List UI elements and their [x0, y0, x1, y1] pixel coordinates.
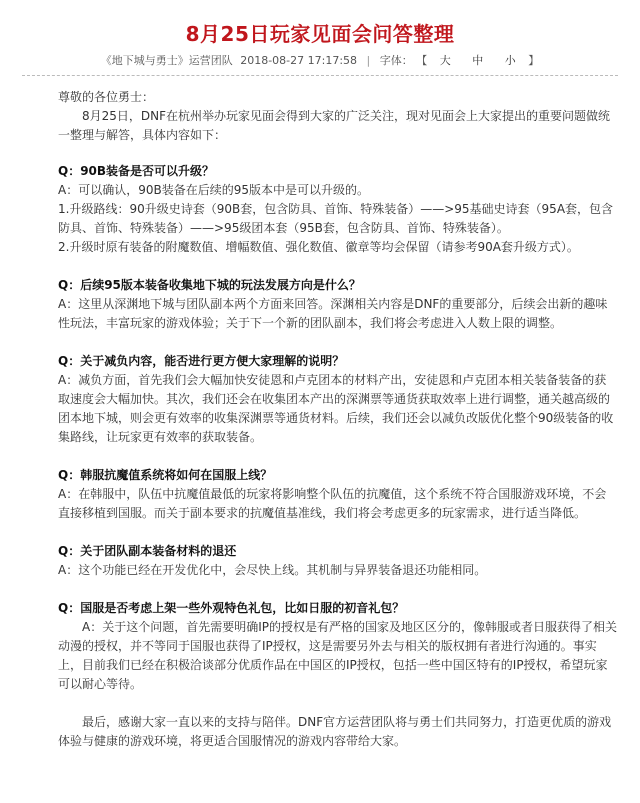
question-4: Q：韩服抗魔值系统将如何在国服上线？: [58, 468, 273, 482]
bracket-close: 】: [528, 54, 540, 67]
answer-3: A：减负方面，首先我们会大幅加快安徒恩和卢克团本的材料产出，安徒恩和卢克团本相关装备装备的获取速度会大幅加快。其次，我们还会在收集团本产出的深渊票等通货获取效率上进行调整，通关越高级的团本地下城，则会更有效率的收集深渊票等通货材料。后续，我们还会以减负改版优化整个90级装备的收集路线，让玩家更有效率的获取装备。: [58, 373, 614, 444]
answer-1-line-2: 1.升级路线：90升级史诗套（90B套，包含防具、首饰、特殊装备）——>95基础史诗套（95A套，包含防具、首饰、特殊装备）——>95级团本套（95B套，包含防具、首饰、特殊装备）。: [58, 202, 614, 235]
article-source: 《地下城与勇士》运营团队: [100, 54, 233, 67]
article-title: 8月25日玩家见面会问答整理: [185, 22, 455, 46]
intro-paragraph: 8月25日，DNF在杭州举办玩家见面会得到大家的广泛关注，现对见面会上大家提出的重要问题做统一整理与解答，具体内容如下：: [58, 109, 611, 142]
font-size-label: 字体：: [379, 54, 413, 67]
meta-separator: |: [366, 54, 371, 67]
bracket-open: 【: [416, 54, 428, 67]
question-2: Q：后续95版本装备收集地下城的玩法发展方向是什么？: [58, 278, 361, 292]
question-1: Q：90B装备是否可以升级？: [58, 164, 215, 178]
answer-5: A：这个功能已经在开发优化中，会尽快上线。其机制与异界装备退还功能相同。: [58, 563, 487, 577]
question-6: Q：国服是否考虑上架一些外观特色礼包，比如日服的初音礼包？: [58, 601, 405, 615]
answer-1-line-3: 2.升级时原有装备的附魔数值、增幅数值、强化数值、徽章等均会保留（请参考90A套升级方式）。: [58, 240, 579, 254]
answer-1-line-1: A：可以确认，90B装备在后续的95版本中是可以升级的。: [58, 183, 369, 197]
answer-4: A：在韩服中，队伍中抗魔值最低的玩家将影响整个队伍的抗魔值，这个系统不符合国服游戏环境，不会直接移植到国服。而关于副本要求的抗魔值基准线，我们将会考虑更多的玩家需求，进行适当降低。: [58, 487, 607, 520]
greeting: 尊敬的各位勇士：: [58, 90, 155, 104]
answer-6: A：关于这个问题，首先需要明确IP的授权是有严格的国家及地区区分的，像韩服或者日服获得了相关动漫的授权，并不等同于国服也获得了IP授权，这是需要另外去与相关的版权拥有者进行沟通的。事实上，目前我们已经在积极洽谈部分优质作品在中国区的IP授权，包括一些中国区特有的IP授权，希望玩家可以耐心等待。: [58, 620, 617, 691]
article-datetime: 2018-08-27 17:17:58: [240, 54, 358, 67]
article-meta: [0, 52, 640, 68]
question-3: Q：关于减负内容，能否进行更方便大家理解的说明？: [58, 354, 345, 368]
font-size-medium-link[interactable]: 中: [472, 54, 484, 67]
header-divider: [22, 75, 618, 76]
answer-2: A：这里从深渊地下城与团队副本两个方面来回答。深渊相关内容是DNF的重要部分，后续会出新的趣味性玩法，丰富玩家的游戏体验；关于下一个新的团队副本，我们将会考虑进入人数上限的调整。: [58, 297, 608, 330]
question-5: Q：关于团队副本装备材料的退还: [58, 544, 237, 558]
closing-paragraph: 最后，感谢大家一直以来的支持与陪伴。DNF官方运营团队将与勇士们共同努力，打造更优质的游戏体验与健康的游戏环境，将更适合国服情况的游戏内容带给大家。: [58, 715, 612, 748]
font-size-switcher: [380, 54, 540, 67]
article-body: [58, 88, 618, 751]
font-size-small-link[interactable]: 小: [504, 54, 516, 67]
font-size-large-link[interactable]: 大: [439, 54, 451, 67]
